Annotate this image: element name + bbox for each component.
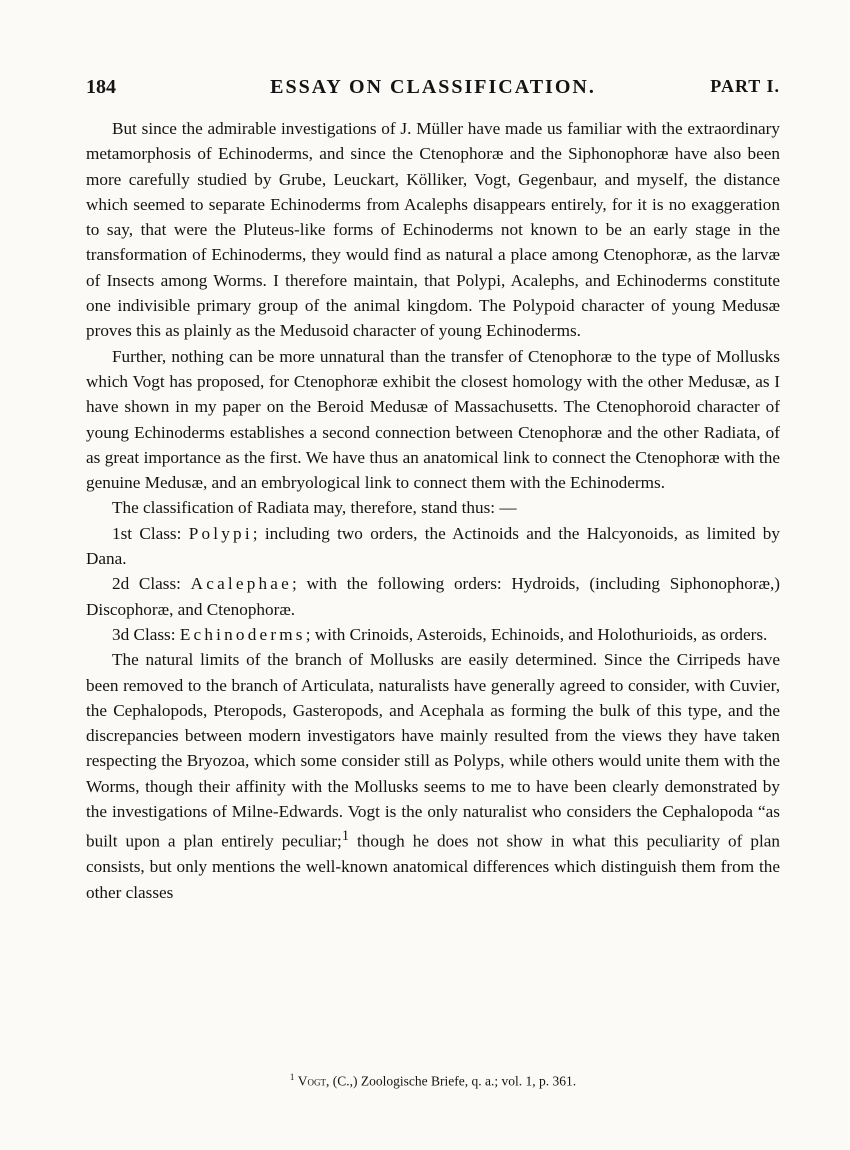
- footnote-text: (C.,) Zoologische Briefe, q. a.; vol. 1, p. 361.: [329, 1073, 577, 1089]
- class-2-label: 2d Class:: [112, 574, 181, 594]
- paragraph-4-end: though he does not show in what this peculiarity of plan consists, but only mentions the well-known anatomical differences which distinguish them from the other classes: [86, 832, 780, 902]
- footnote-mark: 1: [289, 1072, 295, 1082]
- class-1-description: ; including two orders, the Actinoids and the Halcyonoids, as limited by Dana.: [86, 523, 780, 569]
- paragraph-1: But since the admirable investigations of J. Müller have made us familiar with the extraordinary metamorphosis of Echinoderms, and since the Ctenophoræ and the Siphonophoræ have also been more carefully studied by Grube, Leuckart, Kölliker, Vogt, Gegenbaur, and myself, the distance which seemed to separate Echinoderms from Acalephs disappears entirely, for it is no exaggeration to say, that were the Pluteus-like forms of Echinoderms not known to be an early stage in the transformation of Echinoderms, they would find as natural a place among Ctenophoræ, as the larvæ of Insects among Worms. I therefore maintain, that Polypi, Acalephs, and Echinoderms constitute one indivisible primary group of the animal kingdom. The Polypoid character of young Medusæ proves this as plainly as the Medusoid character of young Echinoderms.: [86, 119, 780, 341]
- paragraph-3: The classification of Radiata may, therefore, stand thus: —: [112, 498, 517, 518]
- class-3-description: ; with Crinoids, Asteroids, Echinoids, and Holothurioids, as orders.: [305, 624, 768, 644]
- footnote-reference: 1: [341, 828, 350, 845]
- footnote: [86, 1072, 780, 1090]
- class-3-entry: [86, 622, 780, 647]
- class-2-name: Acalephae: [190, 574, 292, 594]
- part-label: PART I.: [710, 76, 780, 96]
- paragraph-4-text: The natural limits of the branch of Mollusks are easily determined. Since the Cirripeds have been removed to the branch of Articulata, naturalists have generally agreed to consider, with Cuvier, the Cephalopods, Pteropods, Gasteropods, and Acephala as forming the bulk of this type, and the discrepancies between modern investigators have mainly resulted from the views they have taken respecting the Bryozoa, which some consider still as Polyps, while others would unite them with the Worms, though their affinity with the Mollusks seems to me to have been clearly demonstrated by the investigations of Milne-Edwards. Vogt is the only naturalist who considers the Cephalopoda “as built upon a plan entirely peculiar;: [86, 650, 780, 852]
- class-2-entry: [86, 571, 780, 622]
- class-1-name: Polypi: [188, 523, 253, 543]
- page-number: 184: [86, 76, 116, 98]
- class-2-description: ; with the following orders: Hydroids, (including Siphonophoræ,) Discophoræ, and Ctenophoræ.: [86, 574, 781, 619]
- paragraph-2: Further, nothing can be more unnatural than the transfer of Ctenophoræ to the type of Mollusks which Vogt has proposed, for Ctenophoræ exhibit the closest homology with the other Medusæ, as I have shown in my paper on the Beroid Medusæ of Massachusetts. The Ctenophoroid character of young Echinoderms establishes a second connection between Ctenophoræ and the other Radiata, of as great importance as the first. We have thus an anatomical link to connect the Ctenophoræ with the genuine Medusæ, and an embryological link to connect them with the Echinoderms.: [86, 346, 780, 493]
- class-3-label: 3d Class:: [112, 624, 176, 644]
- footnote-author: Vogt,: [297, 1073, 330, 1089]
- class-3-name: Echinoderms: [179, 624, 306, 644]
- running-header: [86, 76, 780, 102]
- paragraph-4: [86, 647, 780, 905]
- class-1-entry: [86, 521, 780, 572]
- page-body: [86, 116, 780, 905]
- class-1-label: 1st Class:: [112, 523, 182, 543]
- running-title: ESSAY ON CLASSIFICATION.: [270, 76, 596, 98]
